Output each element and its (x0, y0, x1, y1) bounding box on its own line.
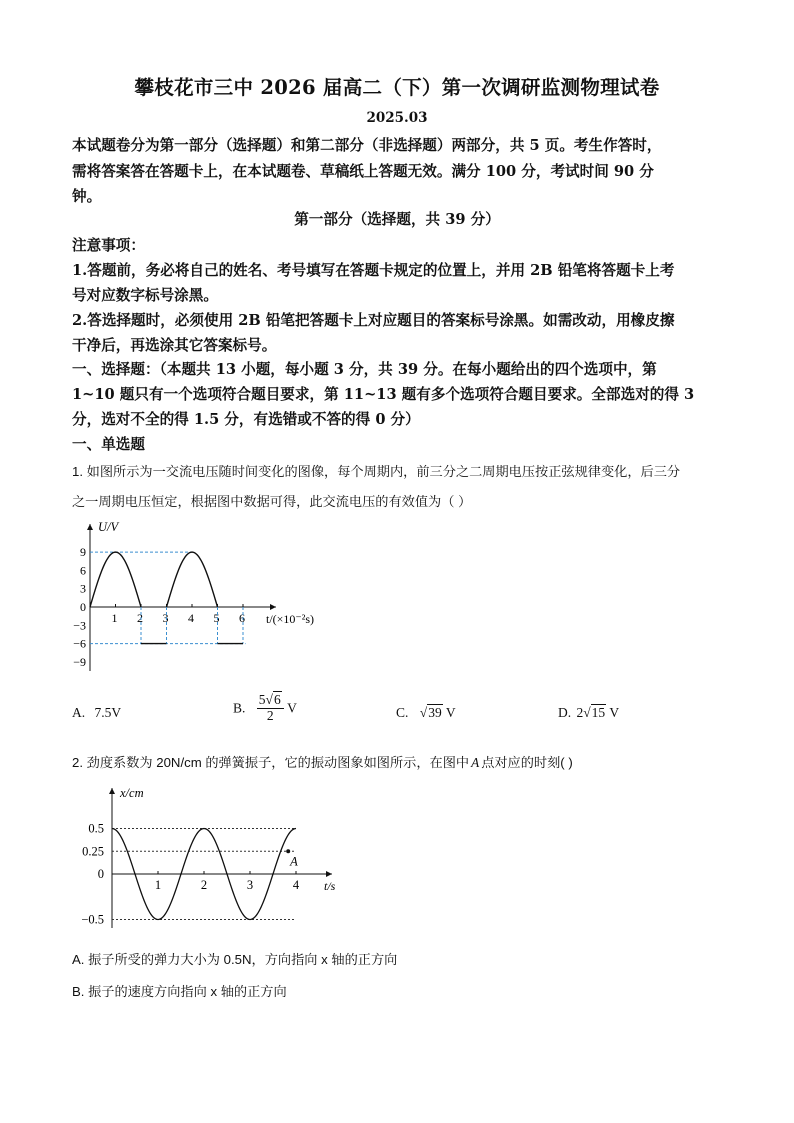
y-tick-labels (73, 545, 86, 669)
y-tick-label: −9 (73, 654, 86, 669)
sine-half-wave (90, 552, 141, 607)
option-d-radicand: 15 (591, 705, 606, 720)
note-1-line-1: 1.答题前，务必将自己的姓名、考号填写在答题卡规定的位置上，并用 2B 铅笔将答题卡上考 (72, 262, 675, 279)
x-tick-label: 4 (292, 878, 300, 892)
section1-line-1: 一、选择题：（本题共 13 小题，每小题 3 分，共 39 分。在每小题给出的四个选项中，第 (72, 361, 657, 378)
option-d-unit: V (609, 705, 620, 720)
option-c-unit: V (445, 705, 456, 720)
y-tick-label: −0.5 (81, 912, 104, 927)
note-2-line-1: 2.答选择题时，必须使用 2B 铅笔把答题卡上对应题目的答案标号涂黑。如需改动，用橡皮擦 (72, 312, 675, 329)
q1-option-b[interactable] (233, 693, 297, 724)
y-axis-label: U/V (98, 520, 119, 534)
q2-text (72, 752, 573, 771)
option-c-radicand: 39 (428, 705, 442, 720)
x-tick-label: 3 (162, 611, 169, 625)
q2-text-pre: 2. 劲度系数为 20N/cm 的弹簧振子，它的振动图象如图所示，在图中 (72, 755, 470, 770)
part1-heading: 第一部分（选择题，共 39 分） (294, 211, 500, 228)
option-b-coef: 5 (258, 692, 266, 707)
y-tick-label: 9 (80, 545, 86, 560)
notes-heading: 注意事项： (72, 237, 145, 254)
y-tick-label: 0 (80, 600, 86, 614)
q1-text-line-1: 1. 如图所示为一交流电压随时间变化的图像，每个周期内，前三分之二周期电压按正弦规律变化，后三分 (72, 464, 681, 479)
exam-date: 2025.03 (366, 110, 428, 126)
option-d-coef: 2 (576, 705, 584, 720)
note-1-line-2: 号对应数字标号涂黑。 (72, 287, 218, 304)
q2-oscillation-chart (70, 782, 350, 932)
x-tick-label: 5 (213, 611, 220, 625)
y-tick-label: 6 (80, 563, 86, 578)
y-tick-label: 3 (80, 581, 86, 596)
sine-half-wave (167, 552, 218, 607)
y-tick-label: −6 (73, 636, 86, 651)
option-b-fraction: $\frac{5√6}{2}$ (257, 693, 284, 724)
x-tick-label: 2 (137, 611, 143, 625)
option-a-value: 7.5V (94, 705, 122, 720)
q2-option-a[interactable]: A. 振子所受的弹力大小为 0.5N，方向指向 x 轴的正方向 (72, 952, 398, 967)
option-b-denominator: 2 (266, 707, 274, 723)
q2-text-post: 点对应的时刻( ) (481, 755, 573, 770)
q1-voltage-chart (70, 516, 340, 678)
option-b-label: B. (233, 700, 246, 716)
intro-line-1: 本试题卷分为第一部分（选择题）和第二部分（非选择题）两部分，共 5 页。考生作答时， (72, 137, 662, 154)
q1-text-line-2: 之一周期电压恒定，根据图中数据可得，此交流电压的有效值为（ ） (72, 494, 472, 509)
q1-option-c[interactable]: C. √39 V (396, 705, 456, 720)
y-tick-labels (81, 822, 104, 927)
y-tick-label: −3 (73, 618, 86, 633)
page-title: 攀枝花市三中 2026 届高二（下）第一次调研监测物理试卷 (134, 76, 660, 99)
section-subheading: 一、单选题 (72, 436, 145, 453)
y-axis-label: x/cm (120, 786, 144, 800)
x-tick-label: 3 (246, 878, 254, 892)
q2-option-b[interactable]: B. 振子的速度方向指向 x 轴的正方向 (72, 984, 287, 999)
x-tick-label: 1 (154, 878, 162, 892)
q1-option-d[interactable]: D. 2√15 V (558, 705, 620, 720)
x-axis-label: t/s (324, 879, 336, 893)
intro-line-3: 钟。 (72, 188, 102, 205)
x-axis-label: t/(×10⁻²s) (266, 612, 315, 626)
point-a-marker (286, 849, 290, 853)
intro-line-2: 需将答案答在答题卡上，在本试题卷、草稿纸上答题无效。满分 100 分，考试时间 90 分 (72, 163, 654, 180)
x-tick-label: 6 (239, 611, 245, 625)
point-annotations (286, 849, 298, 868)
option-a-label: A. (72, 705, 86, 720)
y-tick-label: 0.5 (88, 821, 104, 836)
q1-option-a[interactable] (72, 705, 121, 721)
section1-line-2: 1~10 题只有一个选项符合题目要求，第 11~13 题有多个选项符合题目要求。全部选对的得 3 (72, 386, 695, 403)
q2-point-var: A (471, 755, 480, 770)
dashed-guides (90, 552, 246, 644)
note-2-line-2: 干净后，再选涂其它答案标号。 (72, 337, 277, 354)
option-b-radicand: 6 (273, 692, 281, 707)
option-b-unit: V (287, 700, 297, 716)
section1-line-3: 分，选对不全的得 1.5 分，有选错或不答的得 0 分） (72, 411, 420, 428)
x-tick-label: 2 (200, 878, 208, 892)
y-tick-label: 0.25 (82, 844, 104, 859)
x-tick-label: 4 (188, 611, 194, 625)
option-c-label: C. (396, 705, 409, 720)
y-tick-label: 0 (97, 867, 104, 881)
point-a-label: A (290, 854, 298, 869)
x-tick-label: 1 (111, 611, 118, 625)
option-d-label: D. (558, 705, 572, 720)
